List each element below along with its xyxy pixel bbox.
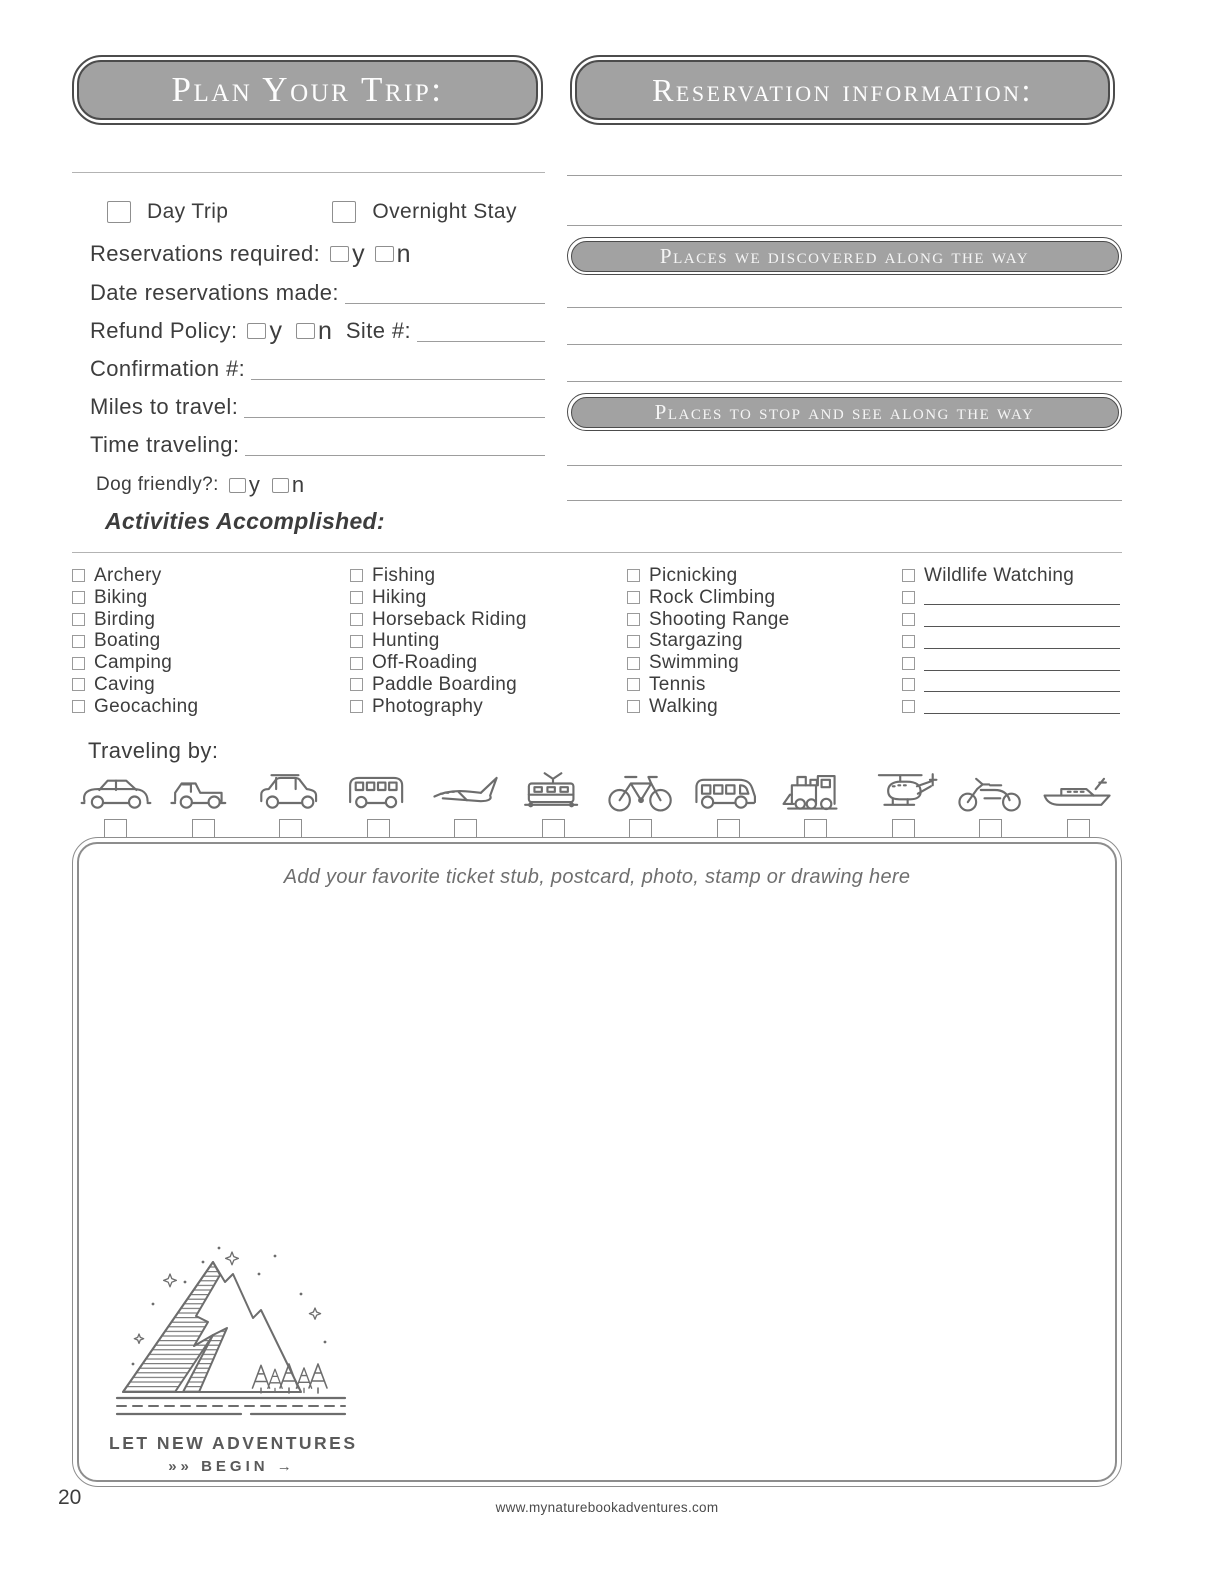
confirmation-input[interactable] bbox=[251, 359, 545, 380]
writing-line[interactable] bbox=[567, 344, 1122, 345]
reservations-required-yes-checkbox[interactable] bbox=[330, 246, 349, 262]
custom-activity-input[interactable] bbox=[924, 590, 1120, 605]
reservation-info-title: Reservation information: bbox=[652, 71, 1033, 108]
time-input[interactable] bbox=[245, 435, 545, 456]
site-number-label: Site #: bbox=[345, 318, 412, 343]
activity-label: Walking bbox=[649, 695, 718, 717]
shooting-range-checkbox[interactable] bbox=[627, 613, 640, 626]
activity-label: Off-Roading bbox=[372, 652, 478, 674]
trip-type-row bbox=[72, 200, 545, 224]
day-trip-label: Day Trip bbox=[147, 200, 229, 223]
activity-label: Paddle Boarding bbox=[372, 673, 517, 695]
writing-line[interactable] bbox=[567, 500, 1122, 501]
footer-url: www.mynaturebookadventures.com bbox=[495, 1500, 719, 1515]
activity-row bbox=[72, 630, 340, 652]
activity-row bbox=[72, 652, 340, 674]
logo-arrow-icon: → bbox=[276, 1458, 296, 1475]
scrapbook-hint: Add your favorite ticket stub, postcard, photo, stamp or drawing here bbox=[283, 866, 911, 888]
travel-mode-helicopter bbox=[860, 766, 948, 840]
custom-activity-checkbox[interactable] bbox=[902, 678, 915, 691]
activity-label: Archery bbox=[94, 564, 162, 586]
travel-mode-van bbox=[335, 766, 423, 840]
dog-friendly-no-checkbox[interactable] bbox=[272, 478, 289, 493]
swimming-checkbox[interactable] bbox=[627, 657, 640, 670]
traveling-by-label: Traveling by: bbox=[88, 738, 219, 763]
activities-column-3 bbox=[627, 565, 892, 718]
refund-policy-label: Refund Policy: bbox=[90, 318, 238, 343]
helicopter-icon bbox=[864, 766, 942, 814]
activity-label: Camping bbox=[94, 652, 173, 674]
biking-checkbox[interactable] bbox=[72, 591, 85, 604]
travel-mode-motorcycle bbox=[947, 766, 1035, 840]
confirmation-label: Confirmation #: bbox=[90, 356, 246, 381]
time-label: Time traveling: bbox=[90, 432, 240, 457]
activity-label: Geocaching bbox=[94, 695, 199, 717]
activity-label: Biking bbox=[94, 586, 148, 608]
miles-label: Miles to travel: bbox=[90, 394, 239, 419]
activity-label: Shooting Range bbox=[649, 608, 790, 630]
no-letter: n bbox=[396, 239, 411, 268]
places-discovered-title: Places we discovered along the way bbox=[659, 243, 1030, 268]
geocaching-checkbox[interactable] bbox=[72, 700, 85, 713]
activity-row bbox=[627, 630, 892, 652]
date-reservations-input[interactable] bbox=[345, 283, 545, 304]
activity-row bbox=[902, 630, 1122, 652]
custom-activity-checkbox[interactable] bbox=[902, 635, 915, 648]
activity-label: Rock Climbing bbox=[649, 586, 776, 608]
pickup-truck-icon bbox=[164, 766, 242, 814]
travel-mode-tram bbox=[510, 766, 598, 840]
page-number: 20 bbox=[58, 1486, 82, 1509]
wildlife-watching-checkbox[interactable] bbox=[902, 569, 915, 582]
writing-line[interactable] bbox=[567, 225, 1122, 226]
places-discovered-banner bbox=[567, 237, 1122, 275]
activity-label: Boating bbox=[94, 630, 161, 652]
airplane-icon bbox=[427, 766, 505, 814]
activity-row bbox=[627, 696, 892, 718]
activity-label: Stargazing bbox=[649, 630, 743, 652]
activity-row bbox=[902, 674, 1122, 696]
confirmation-row bbox=[72, 356, 545, 382]
boat-icon bbox=[1039, 766, 1117, 814]
car-icon bbox=[77, 766, 155, 814]
fishing-checkbox[interactable] bbox=[350, 569, 363, 582]
activity-label: Picnicking bbox=[649, 564, 738, 586]
travel-mode-boat bbox=[1035, 766, 1123, 840]
yes-letter: y bbox=[269, 316, 282, 345]
activity-row bbox=[72, 696, 340, 718]
hiking-checkbox[interactable] bbox=[350, 591, 363, 604]
reservations-required-label: Reservations required: bbox=[90, 241, 321, 266]
camping-checkbox[interactable] bbox=[72, 657, 85, 670]
activities-column-4 bbox=[902, 565, 1122, 718]
activities-divider bbox=[72, 552, 1122, 553]
yes-letter: y bbox=[248, 472, 260, 497]
miles-row bbox=[72, 394, 545, 420]
boating-checkbox[interactable] bbox=[72, 635, 85, 648]
refund-policy-no-checkbox[interactable] bbox=[296, 323, 315, 339]
travel-mode-bus bbox=[685, 766, 773, 840]
tennis-checkbox[interactable] bbox=[627, 678, 640, 691]
adventure-logo bbox=[109, 1242, 358, 1475]
activity-label: Birding bbox=[94, 608, 156, 630]
activity-label: Swimming bbox=[649, 652, 740, 674]
walking-checkbox[interactable] bbox=[627, 700, 640, 713]
horseback-riding-checkbox[interactable] bbox=[350, 613, 363, 626]
custom-activity-checkbox[interactable] bbox=[902, 613, 915, 626]
writing-line[interactable] bbox=[567, 465, 1122, 466]
motorcycle-icon bbox=[952, 766, 1030, 814]
activity-row bbox=[627, 609, 892, 631]
overnight-stay-label: Overnight Stay bbox=[372, 200, 517, 223]
paddle-boarding-checkbox[interactable] bbox=[350, 678, 363, 691]
activity-row bbox=[350, 587, 617, 609]
custom-activity-checkbox[interactable] bbox=[902, 657, 915, 670]
writing-line[interactable] bbox=[567, 175, 1122, 176]
caving-checkbox[interactable] bbox=[72, 678, 85, 691]
activity-row bbox=[72, 565, 340, 587]
refund-policy-row bbox=[72, 318, 545, 344]
mountain-logo-art bbox=[109, 1242, 355, 1424]
activity-row bbox=[72, 587, 340, 609]
activities-heading: Activities Accomplished: bbox=[105, 508, 385, 534]
travel-mode-bicycle bbox=[597, 766, 685, 840]
birding-checkbox[interactable] bbox=[72, 613, 85, 626]
activity-label: Caving bbox=[94, 673, 155, 695]
yes-letter: y bbox=[352, 239, 365, 268]
activity-label: Horseback Riding bbox=[372, 608, 527, 630]
activity-row bbox=[902, 696, 1122, 718]
activity-row bbox=[72, 609, 340, 631]
custom-activity-checkbox[interactable] bbox=[902, 700, 915, 713]
rock-climbing-checkbox[interactable] bbox=[627, 591, 640, 604]
activity-row bbox=[72, 674, 340, 696]
scrapbook-area[interactable] bbox=[77, 842, 1117, 1482]
reservation-info-header bbox=[570, 55, 1115, 125]
day-trip-checkbox[interactable] bbox=[107, 201, 131, 223]
travel-mode-suv bbox=[247, 766, 335, 840]
bus-icon bbox=[689, 766, 767, 814]
traveling-modes-row bbox=[72, 766, 1122, 840]
custom-activity-input[interactable] bbox=[924, 634, 1120, 649]
writing-line[interactable] bbox=[567, 381, 1122, 382]
stargazing-checkbox[interactable] bbox=[627, 635, 640, 648]
plan-your-trip-header bbox=[72, 55, 543, 125]
custom-activity-input[interactable] bbox=[924, 656, 1120, 671]
activity-row bbox=[627, 587, 892, 609]
off-roading-checkbox[interactable] bbox=[350, 657, 363, 670]
logo-text-line1: LET NEW ADVENTURES bbox=[109, 1433, 358, 1453]
activity-row bbox=[627, 674, 892, 696]
plan-your-trip-title: Plan Your Trip: bbox=[171, 70, 444, 109]
activity-label: Photography bbox=[372, 695, 484, 717]
logo-text-line2: »» BEGIN → bbox=[168, 1458, 296, 1475]
activity-row bbox=[902, 565, 1122, 587]
activity-row bbox=[627, 565, 892, 587]
custom-activity-input[interactable] bbox=[924, 677, 1120, 692]
activity-row bbox=[902, 652, 1122, 674]
site-number-input[interactable] bbox=[417, 321, 545, 342]
suv-icon bbox=[252, 766, 330, 814]
travel-mode-car bbox=[72, 766, 160, 840]
custom-activity-input[interactable] bbox=[924, 699, 1120, 714]
activities-column-1 bbox=[72, 565, 340, 718]
activity-label: Tennis bbox=[649, 673, 706, 695]
dog-friendly-row bbox=[72, 474, 545, 496]
activity-label: Fishing bbox=[372, 564, 436, 586]
activity-row bbox=[350, 674, 617, 696]
van-icon bbox=[339, 766, 417, 814]
activity-row bbox=[902, 609, 1122, 631]
activity-row bbox=[350, 630, 617, 652]
travel-mode-train bbox=[772, 766, 860, 840]
photography-checkbox[interactable] bbox=[350, 700, 363, 713]
scrapbook-box bbox=[72, 837, 1122, 1487]
places-to-stop-title: Places to stop and see along the way bbox=[654, 399, 1035, 424]
train-icon bbox=[777, 766, 855, 814]
hunting-checkbox[interactable] bbox=[350, 635, 363, 648]
logo-chevrons-icon: »» bbox=[168, 1458, 193, 1475]
places-to-stop-banner bbox=[567, 393, 1122, 431]
archery-checkbox[interactable] bbox=[72, 569, 85, 582]
bicycle-icon bbox=[602, 766, 680, 814]
time-row bbox=[72, 432, 545, 458]
activity-row bbox=[350, 565, 617, 587]
activity-row bbox=[627, 652, 892, 674]
miles-input[interactable] bbox=[244, 397, 545, 418]
activity-label: Hiking bbox=[372, 586, 427, 608]
refund-policy-yes-checkbox[interactable] bbox=[247, 323, 266, 339]
travel-mode-airplane bbox=[422, 766, 510, 840]
activity-label: Hunting bbox=[372, 630, 440, 652]
activity-row bbox=[902, 587, 1122, 609]
writing-line[interactable] bbox=[567, 307, 1122, 308]
left-divider bbox=[72, 172, 545, 173]
date-reservations-label: Date reservations made: bbox=[90, 280, 339, 305]
custom-activity-checkbox[interactable] bbox=[902, 591, 915, 604]
dog-friendly-yes-checkbox[interactable] bbox=[229, 478, 246, 493]
tram-icon bbox=[514, 766, 592, 814]
activity-row bbox=[350, 609, 617, 631]
custom-activity-input[interactable] bbox=[924, 612, 1120, 627]
no-letter: n bbox=[291, 472, 305, 497]
no-letter: n bbox=[317, 316, 332, 345]
picnicking-checkbox[interactable] bbox=[627, 569, 640, 582]
travel-mode-pickup-truck bbox=[160, 766, 248, 840]
activities-column-2 bbox=[350, 565, 617, 718]
reservations-required-no-checkbox[interactable] bbox=[375, 246, 394, 262]
date-reservations-row bbox=[72, 280, 545, 306]
activity-row bbox=[350, 696, 617, 718]
activity-row bbox=[350, 652, 617, 674]
overnight-stay-checkbox[interactable] bbox=[332, 201, 356, 223]
reservations-required-row bbox=[72, 241, 545, 267]
activity-label: Wildlife Watching bbox=[924, 564, 1075, 586]
dog-friendly-label: Dog friendly?: bbox=[96, 474, 219, 495]
